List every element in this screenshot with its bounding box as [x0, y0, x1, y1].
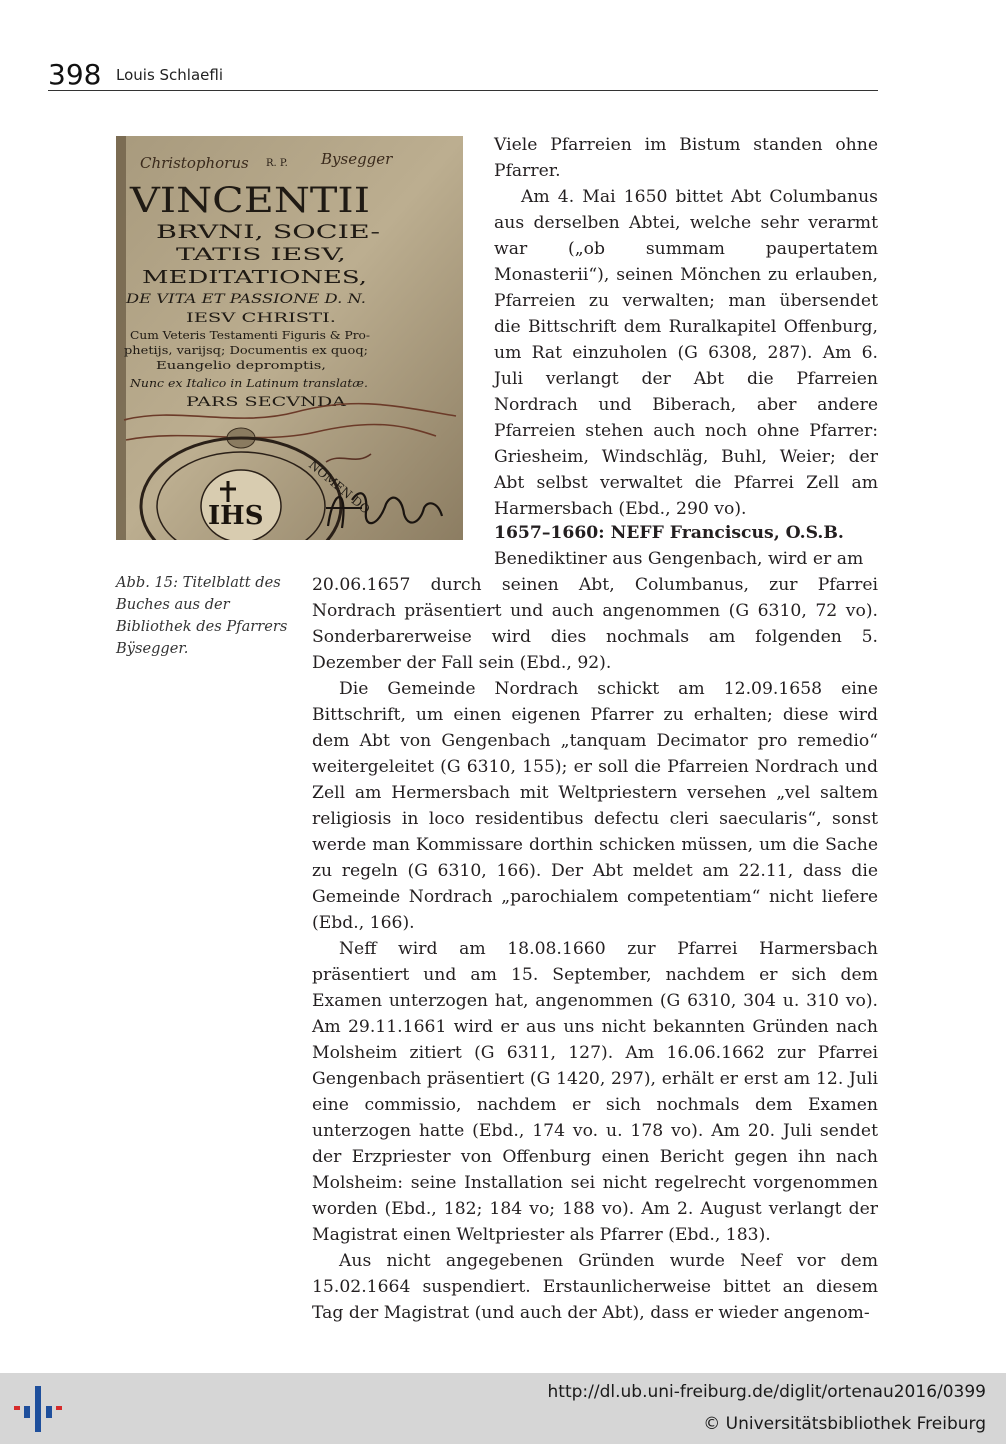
- footer-copyright: © Universitätsbibliothek Freiburg: [703, 1414, 986, 1434]
- ub-freiburg-logo: [14, 1386, 62, 1432]
- svg-text:Christophorus: Christophorus: [140, 154, 249, 172]
- svg-text:Euangelio depromptis,: Euangelio depromptis,: [156, 359, 326, 372]
- paragraph: Benediktiner aus Gengenbach, wird er am: [494, 549, 864, 569]
- running-header-author: Louis Schlaefli: [116, 66, 224, 84]
- text-block-top: [494, 132, 878, 522]
- svg-text:IESV CHRISTI.: IESV CHRISTI.: [186, 311, 336, 326]
- paragraph: Neff wird am 18.08.1660 zur Pfarrei Harmersbach präsentiert und am 15. September, nachdem er sich dem Examen unterzogen hat, angenommen (G 6310, 304 u. 310 vo). Am 29.11.1661 wird er aus uns nicht bekannten Gründen nach Molsheim zitiert (G 6311, 127). Am 16.06.1662 zur Pfarrei Gengenbach präsentiert (G 1420, 297), erhält er erst am 12. Juli eine commissio, nachdem er sich nochmals dem Examen unterzogen hatte (Ebd., 174 vo. u. 178 vo). Am 20. Juli sendet der Erzpriester von Offenburg einen Bericht gegen ihn nach Molsheim: seine Installation sei nicht regelrecht vorgenommen worden (Ebd., 182; 184 vo; 188 vo). Am 2. August verlangt der Magistrat einen Weltpriester als Pfarrer (Ebd., 183).: [312, 939, 878, 1245]
- svg-text:phetijs, varijsq; Documentis e: phetijs, varijsq; Documentis ex quoq;: [124, 344, 368, 357]
- svg-text:IHS: IHS: [208, 501, 264, 531]
- svg-text:BRVNI, SOCIE-: BRVNI, SOCIE-: [156, 221, 380, 243]
- footer-bar: [0, 1373, 1006, 1444]
- paragraph: Am 4. Mai 1650 bittet Abt Columbanus aus derselben Abtei, welche sehr verarmt war („ob summam paupertatem Monasterii“), seinen Mönchen zu erlauben, Pfarreien zu verwalten; man übersendet die Bittschrift dem Ruralkapitel Offenburg, um Rat einzuholen (G 6308, 287). Am 6. Juli verlangt der Abt die Pfarreien Nordrach und Biberach, aber andere Pfarreien stehen auch noch ohne Pfarrer: Griesheim, Windschläg, Buhl, Weier; der Abt selbst verwaltet die Pfarrei Zell am Harmersbach (Ebd., 290 vo).: [494, 187, 878, 519]
- text-block-main: [312, 572, 878, 1326]
- paragraph: Die Gemeinde Nordrach schickt am 12.09.1658 eine Bittschrift, um einen eigenen Pfarrer zu erhalten; diese wird dem Abt von Gengenbach „tanquam Decimator pro remedio“ weitergeleitet (G 6310, 155); er soll die Pfarreien Nordrach und Zell am Hermersbach mit Weltpriestern versehen „vel saltem religiosis in loco residentibus defectu cleri saecularis“, sonst werde man Kommissare dorthin schicken müssen, um die Sache zu regeln (G 6310, 166). Der Abt meldet am 22.11, dass die Gemeinde Nordrach „parochialem competentiam“ nicht liefere (Ebd., 166).: [312, 679, 878, 933]
- running-header: [48, 60, 878, 91]
- svg-text:TATIS IESV,: TATIS IESV,: [176, 245, 346, 265]
- footer-url-link[interactable]: http://dl.ub.uni-freiburg.de/diglit/ortenau2016/0399: [547, 1382, 986, 1402]
- paragraph: Viele Pfarreien im Bistum standen ohne Pfarrer.: [494, 135, 878, 181]
- svg-text:Bysegger: Bysegger: [321, 150, 393, 168]
- figure-caption: Abb. 15: Titelblatt des Buches aus der Bibliothek des Pfarrers Bÿsegger.: [116, 574, 288, 657]
- svg-text:Cum Veteris Testamenti Figuris: Cum Veteris Testamenti Figuris & Pro-: [130, 329, 371, 342]
- svg-text:PARS SECVNDA: PARS SECVNDA: [186, 395, 347, 410]
- svg-text:MEDITATIONES,: MEDITATIONES,: [142, 267, 367, 288]
- svg-text:R. P.: R. P.: [266, 158, 288, 169]
- paragraph: Aus nicht angegebenen Gründen wurde Neef vor dem 15.02.1664 suspendiert. Erstaunlicherweise bittet an diesem Tag der Magistrat (und auch der Abt), dass er wieder angenom-: [312, 1251, 878, 1323]
- page-number: 398: [48, 58, 102, 91]
- svg-text:NOMEN DO: NOMEN DO: [306, 457, 373, 517]
- svg-text:DE VITA ET PASSIONE D. N.: DE VITA ET PASSIONE D. N.: [124, 292, 366, 307]
- title-page-photo: [116, 136, 463, 540]
- svg-text:VINCENTII: VINCENTII: [128, 181, 371, 221]
- paragraph: 20.06.1657 durch seinen Abt, Columbanus, zur Pfarrei Nordrach präsentiert und auch angenommen (G 6310, 72 vo). Sonderbarerweise wird dies nochmals am folgenden 5. Dezember der Fall sein (Ebd., 92).: [312, 575, 878, 673]
- section-heading: 1657–1660: NEFF Franciscus, O.S.B.: [494, 523, 844, 543]
- svg-text:Nunc ex Italico in Latinum tra: Nunc ex Italico in Latinum translatæ.: [128, 377, 368, 390]
- section-block: [494, 520, 878, 572]
